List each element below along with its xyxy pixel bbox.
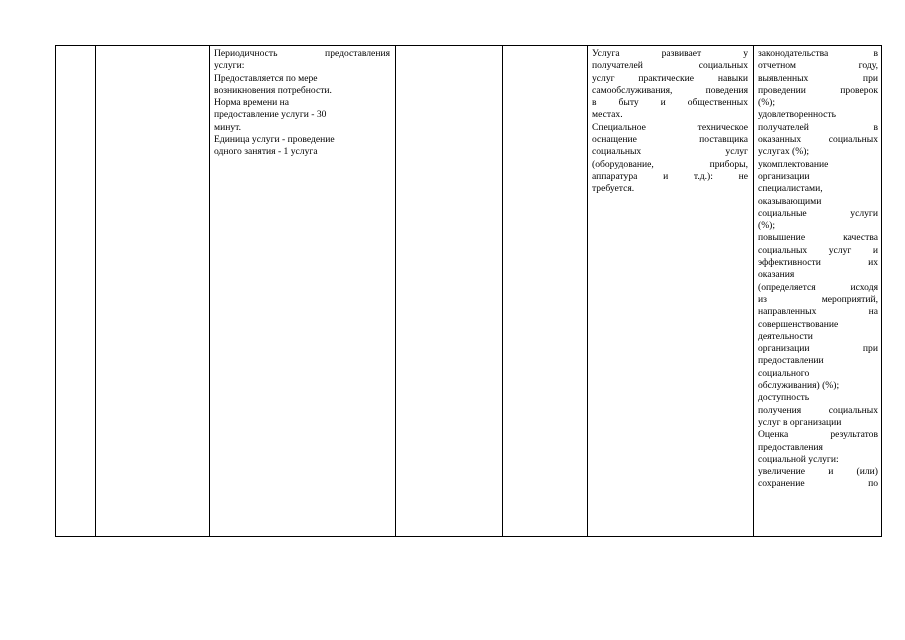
- text-line: удовлетворенность: [758, 109, 836, 121]
- text-line: укомплектование: [758, 158, 829, 170]
- text-line: оказывающими: [758, 195, 822, 207]
- text-line: выявленных при: [758, 72, 878, 84]
- text-line: Норма времени на: [214, 97, 290, 109]
- text-line: доступность: [758, 392, 810, 404]
- text-line: требуется.: [592, 183, 635, 195]
- text-line: Предоставляется по мере: [214, 72, 318, 84]
- text-line: услугах (%);: [758, 146, 810, 158]
- text-line: предоставления: [758, 441, 823, 453]
- text-line: услуг в организации: [758, 416, 842, 428]
- text-line: обслуживания) (%);: [758, 380, 840, 392]
- text-line: социальной услуги:: [758, 453, 839, 465]
- text-line: услуг практические навыки: [592, 72, 748, 84]
- text-line: самообслуживания, поведения: [592, 84, 748, 96]
- indicators-cell: [758, 48, 878, 491]
- text-line: социальные услуги: [758, 207, 878, 219]
- text-line: аппаратура и т.д.): не: [592, 170, 748, 182]
- text-line: Оценка результатов: [758, 429, 878, 441]
- text-line: социального: [758, 367, 810, 379]
- conditions-cell: [592, 48, 748, 196]
- text-line: повышение качества: [758, 232, 878, 244]
- text-line: в быту и общественных: [592, 97, 748, 109]
- text-line: Специальное техническое: [592, 121, 748, 133]
- text-line: сохранение по: [758, 478, 878, 490]
- text-line: Периодичность предоставления: [214, 48, 390, 59]
- text-line: деятельности: [758, 330, 813, 342]
- text-line: законодательства в: [758, 48, 878, 59]
- table-column-empty-4: [396, 46, 503, 536]
- text-line: организации: [758, 170, 810, 182]
- text-line: увеличение и (или): [758, 466, 878, 478]
- services-table: [55, 45, 882, 537]
- text-line: получателей в: [758, 121, 878, 133]
- text-line: эффективности их: [758, 257, 878, 269]
- text-line: (%);: [758, 97, 776, 109]
- text-line: проведении проверок: [758, 84, 878, 96]
- text-line: оказания: [758, 269, 795, 281]
- text-line: одного занятия - 1 услуга: [214, 146, 318, 158]
- table-column-service-name: [96, 46, 210, 536]
- text-line: предоставление услуги - 30: [214, 109, 327, 121]
- periodicity-cell: [214, 48, 390, 159]
- text-line: получателей социальных: [592, 60, 748, 72]
- text-line: (оборудование, приборы,: [592, 158, 748, 170]
- text-line: (%);: [758, 220, 776, 232]
- text-line: предоставлении: [758, 355, 824, 367]
- text-line: отчетном году,: [758, 60, 878, 72]
- table-column-empty-5: [503, 46, 588, 536]
- text-line: услуги:: [214, 60, 245, 72]
- text-line: местах.: [592, 109, 623, 121]
- text-line: оснащение поставщика: [592, 134, 748, 146]
- text-line: (определяется исходя: [758, 281, 878, 293]
- text-line: специалистами,: [758, 183, 823, 195]
- text-line: организации при: [758, 343, 878, 355]
- text-line: направленных на: [758, 306, 878, 318]
- text-line: оказанных социальных: [758, 134, 878, 146]
- text-line: из мероприятий,: [758, 293, 878, 305]
- table-column-number: [56, 46, 96, 536]
- text-line: совершенствование: [758, 318, 839, 330]
- text-line: получения социальных: [758, 404, 878, 416]
- text-line: социальных услуг и: [758, 244, 878, 256]
- text-line: Услуга развивает у: [592, 48, 748, 59]
- text-line: минут.: [214, 121, 242, 133]
- text-line: социальных услуг: [592, 146, 748, 158]
- text-line: Единица услуги - проведение: [214, 134, 335, 146]
- text-line: возникновения потребности.: [214, 84, 332, 96]
